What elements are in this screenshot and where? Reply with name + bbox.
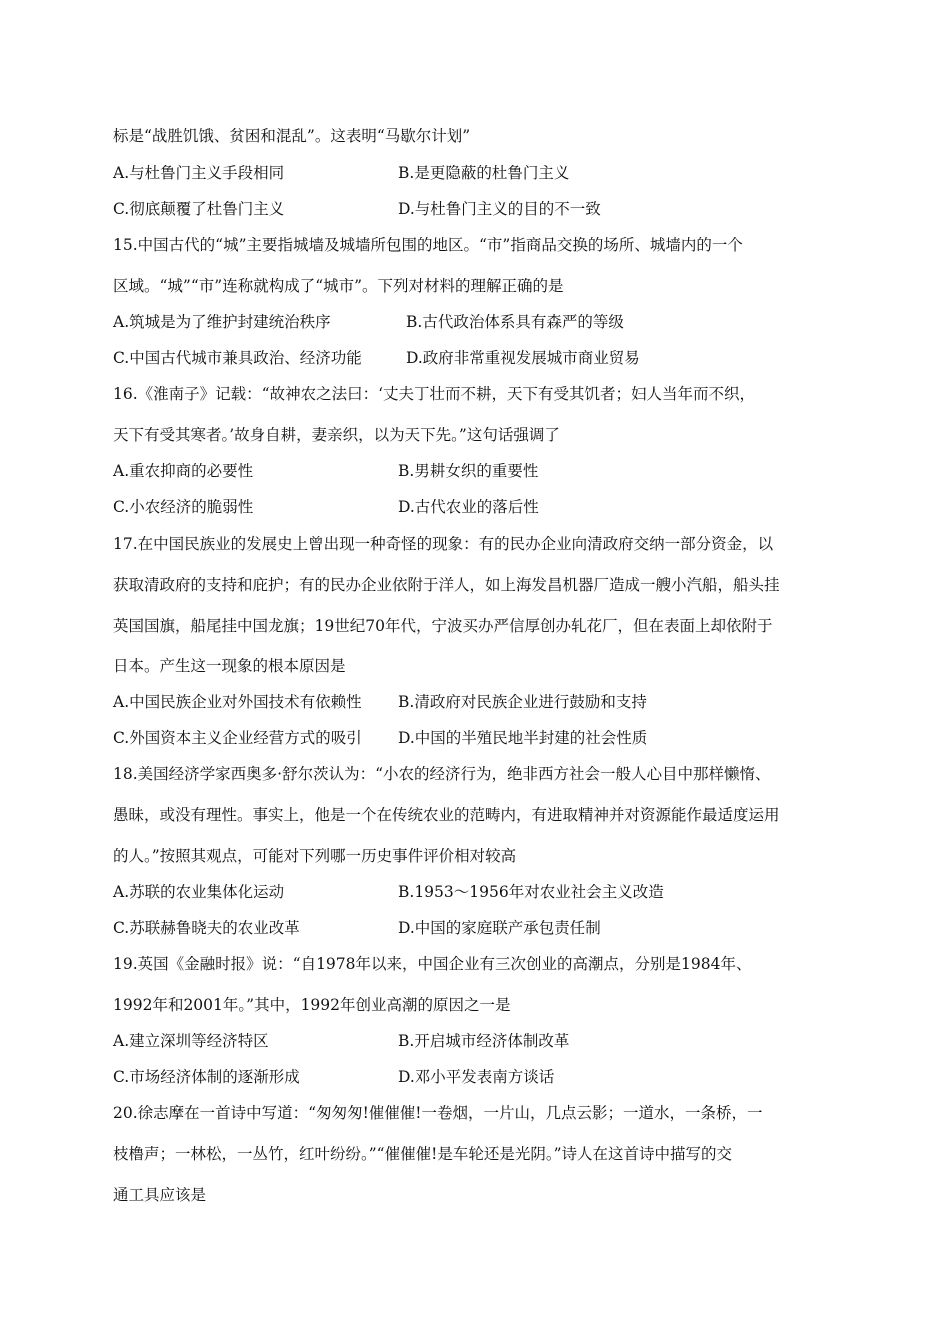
question-18-option-c: C.苏联赫鲁晓夫的农业改革 — [113, 919, 300, 937]
question-18-option-a: A.苏联的农业集体化运动 — [113, 883, 285, 901]
question-17-stem-line-3: 英国国旗，船尾挂中国龙旗；19世纪70年代，宁波买办严信厚创办轧花厂，但在表面上却依附于 — [113, 617, 773, 635]
question-15-stem-line-2: 区域。“城”“市”连称就构成了“城市”。下列对材料的理解正确的是 — [113, 277, 564, 295]
question-19-option-b: B.开启城市经济体制改革 — [398, 1032, 570, 1050]
question-17-option-a: A.中国民族企业对外国技术有依赖性 — [113, 693, 362, 711]
question-14-option-d: D.与杜鲁门主义的目的不一致 — [398, 200, 601, 218]
question-15-option-b: B.古代政治体系具有森严的等级 — [406, 313, 624, 331]
question-14-option-a: A.与杜鲁门主义手段相同 — [113, 164, 285, 182]
question-15-option-a: A.筑城是为了维护封建统治秩序 — [113, 313, 331, 331]
question-18-stem-line-1: 18.美国经济学家西奥多·舒尔茨认为：“小农的经济行为，绝非西方社会一般人心目中那样懒惰、 — [113, 765, 771, 783]
question-17-stem-line-2: 获取清政府的支持和庇护；有的民办企业依附于洋人，如上海发昌机器厂造成一艘小汽船，船头挂 — [113, 576, 780, 594]
question-19-option-a: A.建立深圳等经济特区 — [113, 1032, 269, 1050]
question-17-option-d: D.中国的半殖民地半封建的社会性质 — [398, 729, 648, 747]
question-17-stem-line-1: 17.在中国民族业的发展史上曾出现一种奇怪的现象：有的民办企业向清政府交纳一部分资金，以 — [113, 535, 774, 553]
question-18-stem-line-2: 愚昧，或没有理性。事实上，他是一个在传统农业的范畴内，有进取精神并对资源能作最适度运用 — [113, 806, 780, 824]
question-14-stem-tail: 标是“战胜饥饿、贫困和混乱”。这表明“马歇尔计划” — [113, 127, 471, 145]
question-15-option-c: C.中国古代城市兼具政治、经济功能 — [113, 349, 362, 367]
question-16-stem-line-2: 天下有受其寒者。’故身自耕，妻亲织，以为天下先。”这句话强调了 — [113, 426, 560, 444]
question-16-option-b: B.男耕女织的重要性 — [398, 462, 539, 480]
question-14-option-b: B.是更隐蔽的杜鲁门主义 — [398, 164, 570, 182]
question-20-stem-line-3: 通工具应该是 — [113, 1186, 207, 1204]
question-19-stem-line-2: 1992年和2001年。”其中，1992年创业高潮的原因之一是 — [113, 996, 511, 1014]
question-16-option-d: D.古代农业的落后性 — [398, 498, 539, 516]
question-17-option-c: C.外国资本主义企业经营方式的吸引 — [113, 729, 362, 747]
question-18-option-b: B.1953～1956年对农业社会主义改造 — [398, 883, 664, 901]
question-20-stem-line-2: 枝橹声；一林松，一丛竹，红叶纷纷。”“催催催!是车轮还是光阴。”诗人在这首诗中描写的交 — [113, 1145, 733, 1163]
question-19-option-d: D.邓小平发表南方谈话 — [398, 1068, 555, 1086]
question-16-stem-line-1: 16.《淮南子》记载：“故神农之法曰：‘丈夫丁壮而不耕，天下有受其饥者；妇人当年而不织， — [113, 385, 756, 403]
question-15-option-d: D.政府非常重视发展城市商业贸易 — [406, 349, 640, 367]
question-17-option-b: B.清政府对民族企业进行鼓励和支持 — [398, 693, 647, 711]
question-20-stem-line-1: 20.徐志摩在一首诗中写道：“匆匆匆!催催催!一卷烟，一片山，几点云影；一道水，一条桥，一 — [113, 1104, 763, 1122]
question-15-stem-line-1: 15.中国古代的“城”主要指城墙及城墙所包围的地区。“市”指商品交换的场所、城墙内的一个 — [113, 236, 743, 254]
question-16-option-a: A.重农抑商的必要性 — [113, 462, 254, 480]
question-18-option-d: D.中国的家庭联产承包责任制 — [398, 919, 601, 937]
question-18-stem-line-3: 的人。”按照其观点，可能对下列哪一历史事件评价相对较高 — [113, 847, 517, 865]
question-19-option-c: C.市场经济体制的逐渐形成 — [113, 1068, 300, 1086]
question-17-stem-line-4: 日本。产生这一现象的根本原因是 — [113, 657, 346, 675]
question-14-option-c: C.彻底颠覆了杜鲁门主义 — [113, 200, 285, 218]
question-16-option-c: C.小农经济的脆弱性 — [113, 498, 254, 516]
question-19-stem-line-1: 19.英国《金融时报》说：“自1978年以来，中国企业有三次创业的高潮点，分别是1984年、 — [113, 955, 752, 973]
